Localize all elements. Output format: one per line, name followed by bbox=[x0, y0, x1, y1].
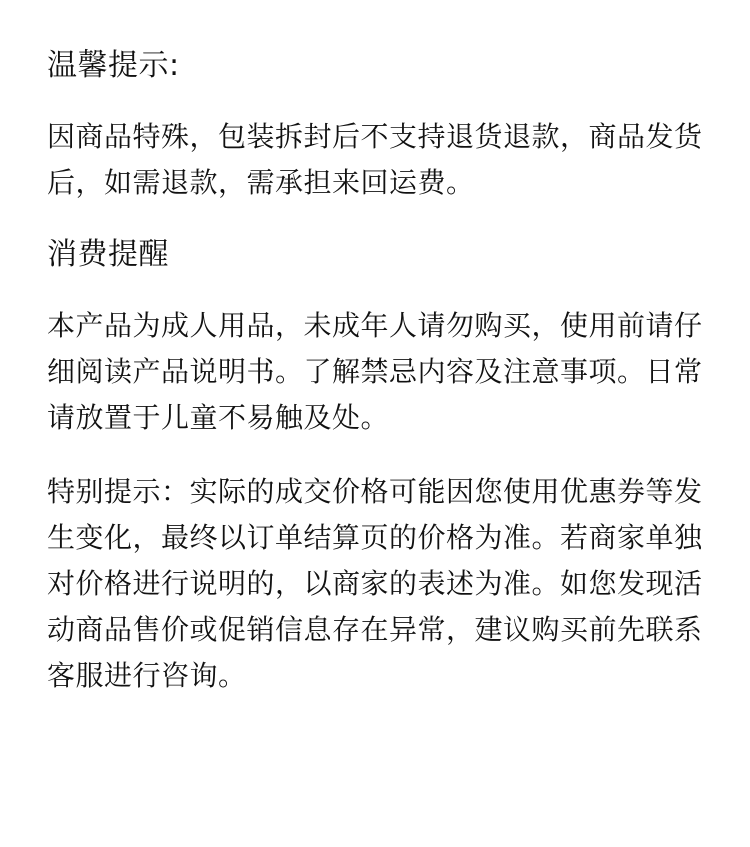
special-notice-paragraph: 特别提示：实际的成交价格可能因您使用优惠券等发生变化，最终以订单结算页的价格为准。若商家单独对价格进行说明的，以商家的表述为准。如您发现活动商品售价或促销信息存在异常，建议购买前先联系客服进行咨询。 bbox=[47, 475, 703, 692]
consumption-paragraph: 本产品为成人用品，未成年人请勿购买，使用前请仔细阅读产品说明书。了解禁忌内容及注意事项。日常请放置于儿童不易触及处。 bbox=[47, 309, 703, 434]
notice-title: 温馨提示: bbox=[47, 48, 180, 83]
notice-document bbox=[47, 41, 727, 699]
notice-paragraph: 因商品特殊，包装拆封后不支持退货退款，商品发货后，如需退款，需承担来回运费。 bbox=[47, 120, 703, 199]
consumption-title: 消费提醒 bbox=[47, 237, 169, 272]
